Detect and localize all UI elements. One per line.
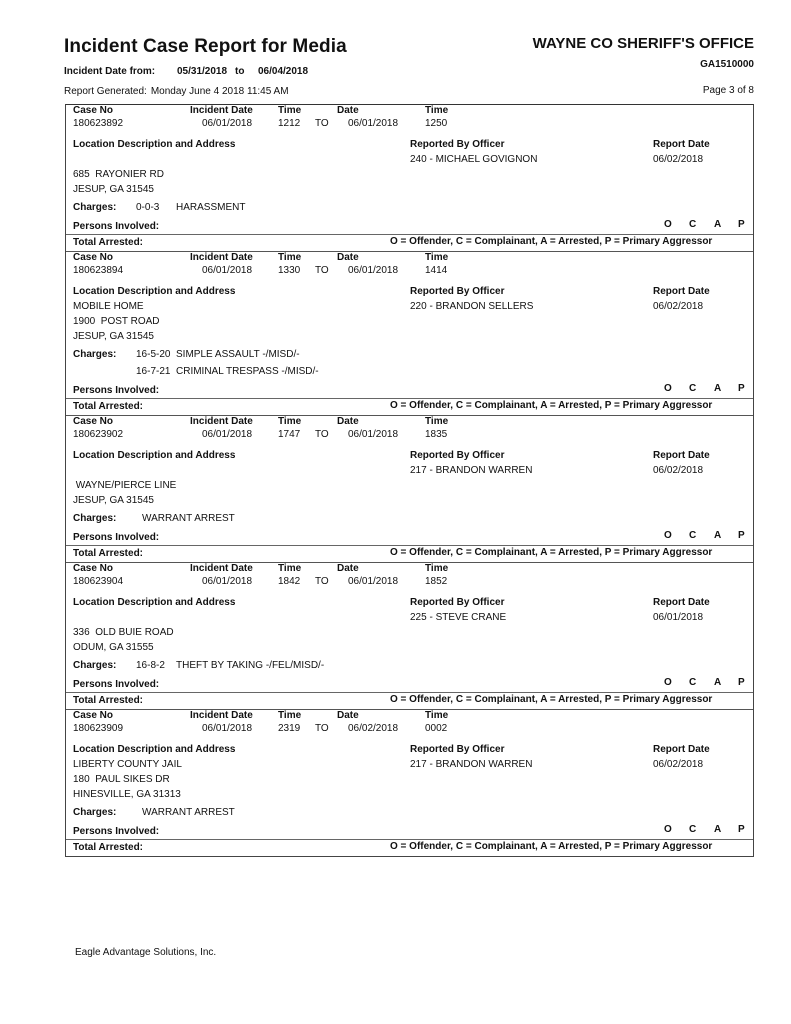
charges-block: [66, 202, 753, 219]
date-to-label: Date: [337, 563, 359, 574]
incident-date: 06/01/2018: [202, 723, 253, 734]
persons-involved-label: Persons Involved:: [73, 679, 160, 690]
case-header-row: [66, 416, 753, 429]
location-line: MOBILE HOME: [73, 301, 144, 312]
total-arrested-label: Total Arrested:: [73, 548, 144, 559]
charge-description: CRIMINAL TRESPASS -/MISD/-: [176, 366, 319, 377]
ocap-legend: O = Offender, C = Complainant, A = Arrested, P = Primary Aggressor: [390, 236, 713, 247]
time-to-label: Time: [425, 710, 449, 721]
charge-line: [66, 807, 753, 824]
ocap-legend: O = Offender, C = Complainant, A = Arrested, P = Primary Aggressor: [390, 841, 713, 852]
ocap-p: P: [738, 219, 745, 230]
charge-line: [66, 349, 753, 366]
report-date: 06/01/2018: [653, 612, 704, 623]
incident-date: 06/01/2018: [202, 265, 253, 276]
incident-date-label: Incident Date: [190, 252, 253, 263]
incident-date-label: Incident Date: [190, 416, 253, 427]
location-line: WAYNE/PIERCE LINE: [73, 480, 177, 491]
location-line: JESUP, GA 31545: [73, 184, 154, 195]
date-to-label: Date: [337, 416, 359, 427]
ocap-o: O: [664, 383, 672, 394]
total-arrested-row: [66, 399, 753, 415]
officer-name: 225 - STEVE CRANE: [410, 612, 507, 623]
persons-involved-row: [66, 530, 753, 546]
to-label: TO: [315, 429, 329, 440]
persons-involved-row: [66, 824, 753, 840]
ocap-legend: O = Offender, C = Complainant, A = Arrested, P = Primary Aggressor: [390, 400, 713, 411]
case-header-row: [66, 252, 753, 265]
report-date-label: Report Date: [653, 450, 710, 461]
time-from: 1842: [278, 576, 301, 587]
location-line: JESUP, GA 31545: [73, 495, 154, 506]
date-to-label: Date: [337, 105, 359, 116]
persons-involved-label: Persons Involved:: [73, 826, 160, 837]
case-header-row: [66, 563, 753, 576]
case-values-row: [66, 429, 753, 444]
charge-line: [66, 366, 753, 383]
case-record: [66, 710, 753, 856]
ocap-o: O: [664, 219, 672, 230]
charge-description: WARRANT ARREST: [142, 807, 235, 818]
charge-description: SIMPLE ASSAULT -/MISD/-: [176, 349, 300, 360]
ocap-o: O: [664, 824, 672, 835]
incident-date: 06/01/2018: [202, 429, 253, 440]
time-to-label: Time: [425, 563, 449, 574]
charge-code: 16-7-21: [136, 366, 171, 377]
charge-description: WARRANT ARREST: [142, 513, 235, 524]
time-to: 1835: [425, 429, 448, 440]
charges-block: [66, 807, 753, 824]
location-line: HINESVILLE, GA 31313: [73, 789, 181, 800]
charge-code: 16-5-20: [136, 349, 171, 360]
incident-date-label: Incident Date: [190, 710, 253, 721]
location-line: JESUP, GA 31545: [73, 331, 154, 342]
location-line: 336 OLD BUIE ROAD: [73, 627, 174, 638]
time-from: 1330: [278, 265, 301, 276]
ocap-a: A: [714, 383, 722, 394]
location-label: Location Description and Address: [73, 597, 236, 608]
time-from-label: Time: [278, 710, 302, 721]
ocap-legend: O = Offender, C = Complainant, A = Arrested, P = Primary Aggressor: [390, 547, 713, 558]
location-line: ODUM, GA 31555: [73, 642, 154, 653]
total-arrested-label: Total Arrested:: [73, 237, 144, 248]
charge-line: [66, 513, 753, 530]
case-record: [66, 563, 753, 710]
persons-involved-row: [66, 383, 753, 399]
location-label: Location Description and Address: [73, 286, 236, 297]
case-number: 180623892: [73, 118, 124, 129]
ocap-p: P: [738, 824, 745, 835]
officer-name: 220 - BRANDON SELLERS: [410, 301, 534, 312]
time-to: 1250: [425, 118, 448, 129]
report-generated: [64, 86, 289, 97]
date-to-value: 06/04/2018: [258, 66, 309, 77]
to-label: TO: [315, 723, 329, 734]
ocap-a: A: [714, 530, 722, 541]
total-arrested-label: Total Arrested:: [73, 401, 144, 412]
total-arrested-label: Total Arrested:: [73, 842, 144, 853]
date-to: 06/01/2018: [348, 576, 399, 587]
report-date: 06/02/2018: [653, 154, 704, 165]
report-date-label: Report Date: [653, 286, 710, 297]
case-no-label: Case No: [73, 563, 114, 574]
case-values-row: [66, 265, 753, 280]
time-to-label: Time: [425, 105, 449, 116]
ocap-a: A: [714, 824, 722, 835]
case-no-label: Case No: [73, 252, 114, 263]
report-title: Incident Case Report for Media: [64, 36, 347, 57]
to-label: TO: [315, 118, 329, 129]
charges-label: Charges:: [73, 349, 117, 360]
total-arrested-row: [66, 235, 753, 251]
agency-name: WAYNE CO SHERIFF'S OFFICE: [532, 35, 754, 52]
charge-description: THEFT BY TAKING -/FEL/MISD/-: [176, 660, 325, 671]
report-date-label: Report Date: [653, 744, 710, 755]
date-from-value: 05/31/2018: [177, 66, 228, 77]
ocap-legend: O = Offender, C = Complainant, A = Arrested, P = Primary Aggressor: [390, 694, 713, 705]
ocap-o: O: [664, 530, 672, 541]
time-to: 1852: [425, 576, 448, 587]
time-to: 0002: [425, 723, 448, 734]
case-number: 180623894: [73, 265, 124, 276]
officer-name: 217 - BRANDON WARREN: [410, 465, 533, 476]
time-from-label: Time: [278, 105, 302, 116]
persons-involved-label: Persons Involved:: [73, 532, 160, 543]
officer-name: 217 - BRANDON WARREN: [410, 759, 533, 770]
charges-block: [66, 513, 753, 530]
case-record: [66, 252, 753, 416]
time-to: 1414: [425, 265, 448, 276]
case-values-row: [66, 723, 753, 738]
charges-label: Charges:: [73, 807, 117, 818]
time-from-label: Time: [278, 252, 302, 263]
persons-involved-row: [66, 219, 753, 235]
ocap-c: C: [689, 530, 697, 541]
charge-line: [66, 660, 753, 677]
report-date-label: Report Date: [653, 597, 710, 608]
case-values-row: [66, 118, 753, 133]
location-label: Location Description and Address: [73, 139, 236, 150]
case-header-row: [66, 710, 753, 723]
charges-label: Charges:: [73, 202, 117, 213]
charges-block: [66, 660, 753, 677]
location-line: 685 RAYONIER RD: [73, 169, 164, 180]
case-no-label: Case No: [73, 416, 114, 427]
time-from-label: Time: [278, 416, 302, 427]
date-to-label: to: [235, 66, 245, 77]
case-no-label: Case No: [73, 105, 114, 116]
incident-date-label: Incident Date: [190, 563, 253, 574]
location-line: 1900 POST ROAD: [73, 316, 160, 327]
ocap-a: A: [714, 677, 722, 688]
location-line: LIBERTY COUNTY JAIL: [73, 759, 182, 770]
persons-involved-label: Persons Involved:: [73, 385, 160, 396]
time-from: 1747: [278, 429, 301, 440]
location-label: Location Description and Address: [73, 450, 236, 461]
charge-code: 0-0-3: [136, 202, 160, 213]
case-number: 180623909: [73, 723, 124, 734]
date-to-label: Date: [337, 252, 359, 263]
reported-by-label: Reported By Officer: [410, 286, 505, 297]
charge-description: HARASSMENT: [176, 202, 246, 213]
report-date: 06/02/2018: [653, 301, 704, 312]
page-number: Page 3 of 8: [702, 85, 754, 96]
persons-involved-label: Persons Involved:: [73, 221, 160, 232]
time-to-label: Time: [425, 416, 449, 427]
charges-label: Charges:: [73, 660, 117, 671]
location-line: 180 PAUL SIKES DR: [73, 774, 170, 785]
reported-by-label: Reported By Officer: [410, 597, 505, 608]
footer-vendor: Eagle Advantage Solutions, Inc.: [75, 947, 217, 958]
incident-date: 06/01/2018: [202, 576, 253, 587]
location-block: [66, 597, 753, 657]
to-label: TO: [315, 576, 329, 587]
ocap-p: P: [738, 383, 745, 394]
generated-label: Report Generated:: [64, 86, 147, 97]
total-arrested-label: Total Arrested:: [73, 695, 144, 706]
case-header-row: [66, 105, 753, 118]
location-label: Location Description and Address: [73, 744, 236, 755]
location-block: [66, 139, 753, 199]
charges-label: Charges:: [73, 513, 117, 524]
time-from: 1212: [278, 118, 301, 129]
ocap-c: C: [689, 219, 697, 230]
persons-involved-row: [66, 677, 753, 693]
ocap-p: P: [738, 530, 745, 541]
total-arrested-row: [66, 693, 753, 709]
total-arrested-row: [66, 546, 753, 562]
time-to-label: Time: [425, 252, 449, 263]
location-block: [66, 744, 753, 804]
time-from: 2319: [278, 723, 301, 734]
date-to: 06/01/2018: [348, 265, 399, 276]
to-label: TO: [315, 265, 329, 276]
reported-by-label: Reported By Officer: [410, 139, 505, 150]
reported-by-label: Reported By Officer: [410, 450, 505, 461]
case-record: [66, 416, 753, 563]
officer-name: 240 - MICHAEL GOVIGNON: [410, 154, 538, 165]
generated-value: Monday June 4 2018 11:45 AM: [150, 86, 289, 97]
case-values-row: [66, 576, 753, 591]
charges-block: [66, 349, 753, 383]
report-date: 06/02/2018: [653, 759, 704, 770]
ocap-c: C: [689, 383, 697, 394]
incident-date: 06/01/2018: [202, 118, 253, 129]
report-date-label: Report Date: [653, 139, 710, 150]
reported-by-label: Reported By Officer: [410, 744, 505, 755]
ocap-o: O: [664, 677, 672, 688]
case-number: 180623902: [73, 429, 124, 440]
date-to: 06/01/2018: [348, 429, 399, 440]
date-to: 06/02/2018: [348, 723, 399, 734]
incident-date-range: [64, 66, 308, 77]
location-block: [66, 286, 753, 346]
ocap-c: C: [689, 677, 697, 688]
case-no-label: Case No: [73, 710, 114, 721]
date-to: 06/01/2018: [348, 118, 399, 129]
incident-date-label: Incident Date: [190, 105, 253, 116]
agency-ori: GA1510000: [700, 59, 754, 70]
total-arrested-row: [66, 840, 753, 856]
case-number: 180623904: [73, 576, 124, 587]
ocap-p: P: [738, 677, 745, 688]
ocap-c: C: [689, 824, 697, 835]
date-to-label: Date: [337, 710, 359, 721]
case-list: [65, 104, 754, 857]
report-date: 06/02/2018: [653, 465, 704, 476]
case-record: [66, 105, 753, 252]
date-from-label: Incident Date from:: [64, 66, 156, 77]
ocap-a: A: [714, 219, 722, 230]
charge-line: [66, 202, 753, 219]
time-from-label: Time: [278, 563, 302, 574]
location-block: [66, 450, 753, 510]
charge-code: 16-8-2: [136, 660, 165, 671]
